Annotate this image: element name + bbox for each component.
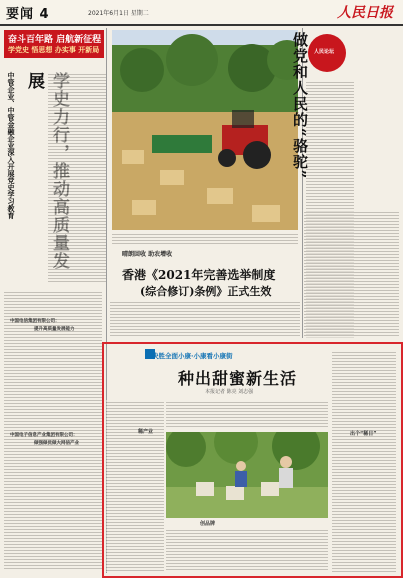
feature-mid-text	[166, 400, 328, 428]
banner-title: 奋斗百年路 启航新征程	[8, 35, 102, 45]
feature-section-title-2: 出个“稀日”	[350, 431, 377, 437]
hk-headline-line2: (综合修订)条例》正式生效	[140, 285, 272, 298]
opinion-badge-label: 人民论坛	[314, 49, 335, 55]
photo-caption-text	[112, 232, 298, 246]
opinion-lower-text	[304, 210, 399, 338]
opinion-headline: 做党和人民的“骆驼”	[291, 32, 309, 180]
left-lower-body-text	[4, 290, 102, 570]
feature-left-text	[106, 400, 164, 572]
newspaper-logo: 人民日报	[337, 5, 393, 21]
beekeeping-photo	[166, 432, 328, 518]
feature-section-title-1: 稀产业	[138, 429, 154, 435]
harvest-photo	[112, 30, 298, 230]
issue-date: 2021年6月1日 星期二	[88, 10, 149, 17]
feature-tag: 决胜全面小康·小康看小康街	[152, 352, 233, 360]
hk-body-text	[110, 300, 300, 338]
section-title-3: 中国电子信息产业集团有限公司：	[10, 433, 78, 438]
photo-caption: 晴朗回收 助农增收	[122, 251, 173, 258]
feature-right-text	[332, 350, 396, 572]
section-title-4: 做强做优做大网信产业	[34, 441, 79, 446]
feature-title: 种出甜蜜新生活	[178, 369, 298, 388]
feature-section-title-3: 创品牌	[200, 521, 216, 527]
hk-headline-line1: 香港《2021年完善选举制度	[122, 268, 276, 282]
feature-byline: 本报记者 陈亮 刘志强	[205, 389, 254, 395]
section-label: 要闻 4	[6, 7, 50, 22]
section-title-2: 提升高质量发展能力	[34, 327, 75, 332]
section-title-1: 中国电信集团有限公司：	[10, 319, 60, 324]
left-headline: 展	[24, 72, 44, 90]
feature-bottom-text	[166, 528, 328, 572]
opinion-headline-wrap	[290, 32, 395, 179]
left-subhead: 中管企业、中管金融企业深入开展党史学习教育	[7, 72, 16, 219]
banner-subtitle: 学党史 悟思想 办实事 开新局	[8, 46, 100, 54]
left-body-text	[48, 72, 106, 284]
